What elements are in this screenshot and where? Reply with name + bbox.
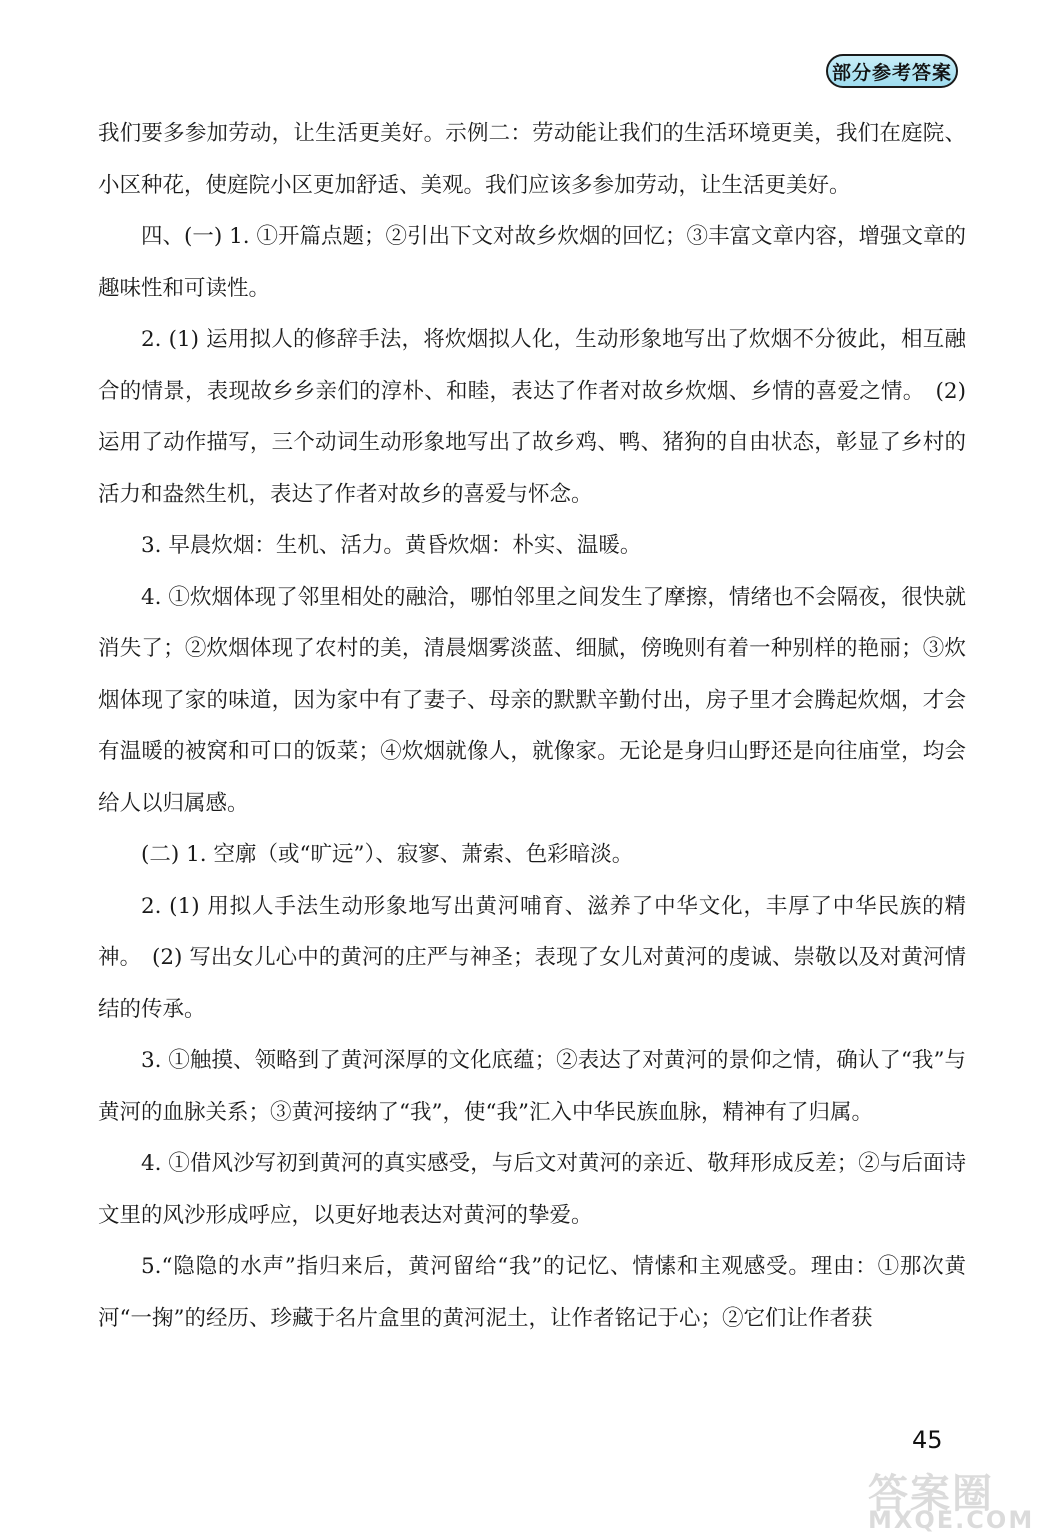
paragraph: 5.“隐隐的水声”指归来后，黄河留给“我”的记忆、情愫和主观感受。理由：①那次黄河“一掬”的经历、珍藏于名片盒里的黄河泥土，让作者铭记于心；②它们让作者获: [98, 1254, 966, 1331]
page-number: 45: [912, 1426, 943, 1454]
paragraph: 4. ①炊烟体现了邻里相处的融洽，哪怕邻里之间发生了摩擦，情绪也不会隔夜，很快就消失了；②炊烟体现了农村的美，清晨烟雾淡蓝、细腻，傍晚则有着一种别样的艳丽；③炊烟体现了家的味道，因为家中有了妻子、母亲的默默辛勤付出，房子里才会腾起炊烟，才会有温暖的被窝和可口的饭菜；④炊烟就像人，就像家。无论是身归山野还是向往庙堂，均会给人以归属感。: [98, 584, 966, 816]
paragraph: 我们要多参加劳动，让生活更美好。示例二：劳动能让我们的生活环境更美，我们在庭院、小区种花，使庭院小区更加舒适、美观。我们应该多参加劳动，让生活更美好。: [98, 121, 966, 198]
paragraph: 3. 早晨炊烟：生机、活力。黄昏炊烟：朴实、温暖。: [141, 533, 642, 558]
paragraph: 四、(一) 1. ①开篇点题；②引出下文对故乡炊烟的回忆；③丰富文章内容，增强文章的趣味性和可读性。: [98, 224, 966, 301]
watermark-logo: [858, 1462, 1054, 1532]
paragraph: 2. (1) 运用拟人的修辞手法，将炊烟拟人化，生动形象地写出了炊烟不分彼此，相互融合的情景，表现故乡乡亲们的淳朴、和睦，表达了作者对故乡炊烟、乡情的喜爱之情。 (2) 运用了动作描写，三个动词生动形象地写出了故乡鸡、鸭、猪狗的自由状态，彰显了乡村的活力和盎然生机，表达了作者对故乡的喜爱与怀念。: [98, 327, 966, 507]
paragraph: 4. ①借风沙写初到黄河的真实感受，与后文对黄河的亲近、敬拜形成反差；②与后面诗文里的风沙形成呼应，以更好地表达对黄河的挚爱。: [98, 1151, 966, 1228]
watermark-url: MXQE.COM: [868, 1506, 1035, 1534]
paragraph: 2. (1) 用拟人手法生动形象地写出黄河哺育、滋养了中华文化，丰厚了中华民族的精神。 (2) 写出女儿心中的黄河的庄严与神圣；表现了女儿对黄河的虔诚、崇敬以及对黄河情结的传承。: [98, 893, 966, 1022]
paragraph: (二) 1. 空廓（或“旷远”）、寂寥、萧索、色彩暗淡。: [141, 842, 634, 867]
paragraph: 3. ①触摸、领略到了黄河深厚的文化底蕴；②表达了对黄河的景仰之情，确认了“我”与黄河的血脉关系；③黄河接纳了“我”，使“我”汇入中华民族血脉，精神有了归属。: [98, 1048, 966, 1125]
watermark-text: 答案圈: [868, 1471, 994, 1517]
answer-content: [98, 108, 966, 1344]
section-badge: 部分参考答案: [826, 54, 958, 88]
